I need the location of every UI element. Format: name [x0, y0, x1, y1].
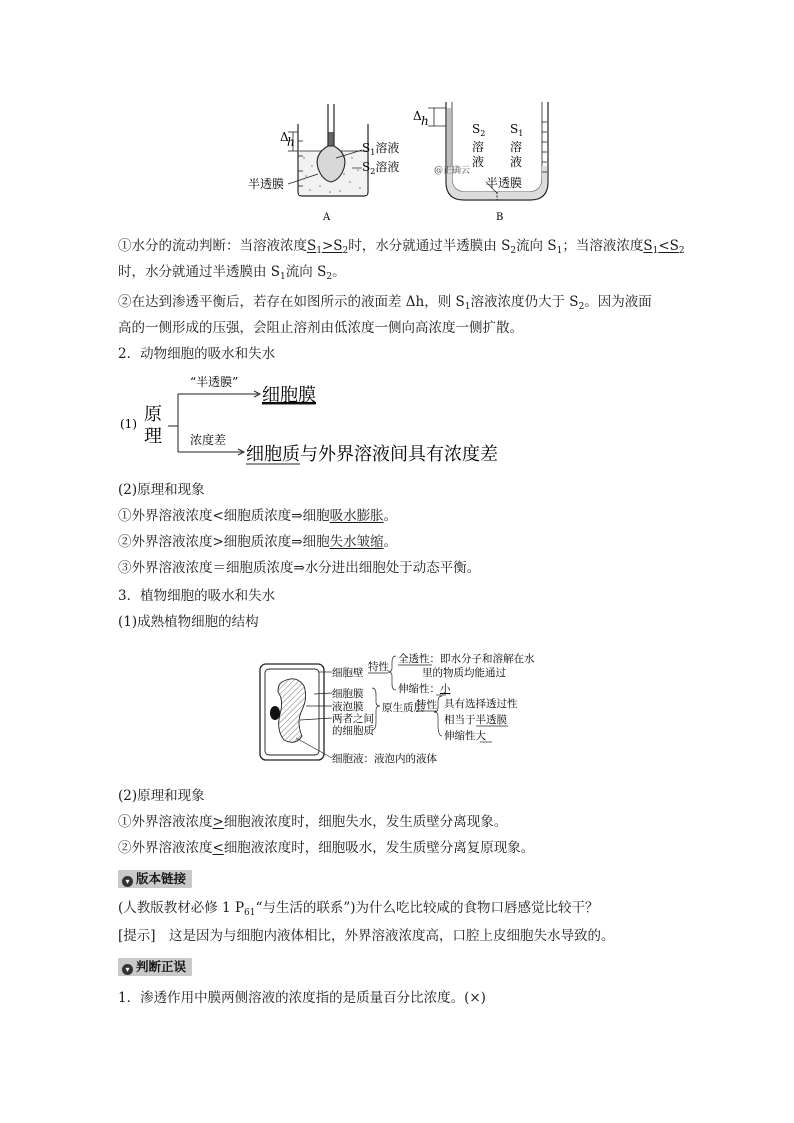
svg-text:液: 液 [510, 155, 523, 169]
section-3-sub1: (1)成熟植物细胞的结构 [118, 614, 259, 630]
svg-text:全透性：即水分子和溶解在水: 全透性：即水分子和溶解在水 [398, 653, 535, 665]
svg-text:液泡膜: 液泡膜 [332, 701, 364, 713]
section-2-title: 2．动物细胞的吸水和失水 [118, 346, 276, 362]
fig-a-h: h [287, 135, 295, 149]
svg-text:特性: 特性 [368, 661, 389, 673]
para2-line1: ②在达到渗透平衡后，若存在如图所示的液面差 Δh，则 $S_1$溶液浓度仍大于 $S_2$。因为液面 [118, 294, 652, 312]
figure-a-osmosis-beaker [240, 96, 420, 226]
section-3-title: 3．植物细胞的吸水和失水 [118, 588, 276, 604]
animal-head: (2)原理和现象 [118, 482, 205, 498]
svg-text:细胞膜: 细胞膜 [262, 385, 316, 406]
fig-b-watermark: @正确云 [434, 166, 471, 176]
svg-text:特性: 特性 [416, 699, 437, 711]
svg-text:溶: 溶 [472, 140, 485, 154]
principle-diagram [118, 370, 538, 470]
plant-cell-diagram [256, 650, 556, 768]
svg-text:液: 液 [472, 155, 485, 169]
svg-text:的细胞质: 的细胞质 [332, 725, 374, 737]
svg-text:细胞壁: 细胞壁 [332, 667, 364, 679]
svg-text:S2: $S_2$ [472, 122, 486, 138]
fig-b-delta: Δ [413, 109, 422, 123]
svg-text:相当于半透膜: 相当于半透膜 [444, 714, 507, 726]
underline-s1-lt-s2: $S_1<S_2$ [643, 238, 685, 256]
judge-tag: ▾ 判断正误 [118, 958, 192, 976]
plant-line2: ②外界溶液浓度<细胞液浓度时，细胞吸水，发生质壁分离复原现象。 [118, 840, 535, 856]
svg-text:S1溶液: $S_1$溶液 [362, 141, 400, 157]
svg-text:两者之间: 两者之间 [332, 713, 374, 725]
para1-line1: ①水分的流动判断：当溶液浓度$S_1>S_2$时，水分就通过半透膜由 $S_2$流向 $S_1$；当溶液浓度$S_1<S_2$ [118, 238, 685, 256]
link-question: (人教版教材必修 1 $P_{61}“$与生活的联系”)为什么吃比较咸的食物口唇感觉比较干？ [118, 900, 599, 918]
svg-text:理: 理 [144, 426, 162, 447]
animal-line1: ①外界溶液浓度<细胞质浓度⇒细胞吸水膨胀。 [118, 508, 398, 524]
link-hint: [提示] 这是因为与细胞内液体相比，外界溶液浓度高，口腔上皮细胞失水导致的。 [118, 928, 615, 944]
judge-item1: 1．渗透作用中膜两侧溶液的浓度指的是质量百分比浓度。(×) [118, 990, 486, 1006]
underline-s1-gt-s2: $S_1>S_2$ [307, 238, 349, 256]
svg-text:浓度差: 浓度差 [190, 433, 227, 447]
plant-line1: ①外界溶液浓度>细胞液浓度时，细胞失水，发生质壁分离现象。 [118, 814, 508, 830]
animal-line3: ③外界溶液浓度＝细胞质浓度⇒水分进出细胞处于动态平衡。 [118, 560, 481, 576]
fig-b-caption: B [496, 212, 504, 223]
svg-text:伸缩性大: 伸缩性大 [444, 730, 486, 742]
svg-text:原生质层: 原生质层 [382, 702, 424, 714]
version-link-tag: ▾ 版本链接 [118, 870, 192, 888]
fig-a-membrane-label: 半透膜 [248, 177, 285, 191]
fig-a-delta: Δ [280, 130, 289, 144]
svg-text:S1: $S_1$ [510, 122, 524, 138]
svg-text:细胞液：液泡内的液体: 细胞液：液泡内的液体 [332, 753, 437, 765]
svg-text:里的物质均能通过: 里的物质均能通过 [422, 667, 506, 679]
svg-text:S2溶液: $S_2$溶液 [362, 160, 400, 176]
chevron-down-icon: ▾ [122, 876, 133, 887]
svg-text:细胞质与外界溶液间具有浓度差: 细胞质与外界溶液间具有浓度差 [246, 444, 498, 465]
fig-b-h: h [421, 114, 429, 128]
animal-line2: ②外界溶液浓度>细胞质浓度⇒细胞失水皱缩。 [118, 534, 398, 550]
svg-text:溶: 溶 [510, 140, 523, 154]
svg-text:伸缩性：小: 伸缩性：小 [398, 683, 451, 695]
plant-head: (2)原理和现象 [118, 788, 205, 804]
para2-line2: 高的一侧形成的压强，会阻止溶剂由低浓度一侧向高浓度一侧扩散。 [118, 320, 523, 336]
figure-b-u-tube [406, 96, 556, 226]
svg-text:“半透膜”: “半透膜” [190, 375, 239, 389]
svg-text:(1): (1) [120, 417, 137, 431]
fig-a-caption: A [323, 212, 331, 223]
chevron-down-icon: ▾ [122, 964, 133, 975]
svg-text:具有选择透过性: 具有选择透过性 [444, 698, 518, 710]
fig-b-membrane-label: 半透膜 [486, 176, 523, 190]
svg-text:原: 原 [144, 404, 162, 425]
para1-line2: 时，水分就通过半透膜由 $S_1$流向 $S_2$。 [118, 264, 346, 282]
svg-text:细胞膜: 细胞膜 [332, 688, 364, 700]
